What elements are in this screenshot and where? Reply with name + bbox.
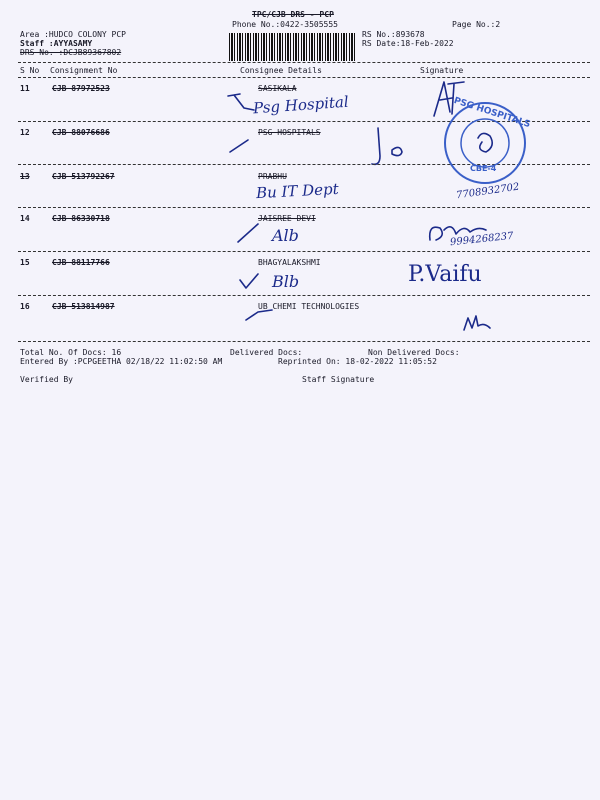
row-sno: 16 (20, 302, 30, 311)
row-handwriting: Psg Hospital (252, 92, 350, 118)
row-consignee: BHAGYALAKSHMI (258, 258, 321, 267)
reprinted-on: Reprinted On: 18-02-2022 11:05:52 (278, 357, 437, 366)
non-delivered-docs: Non Delivered Docs: (368, 348, 460, 357)
row-sno: 13 (20, 172, 30, 181)
tick-mark (238, 272, 260, 290)
row-sno: 15 (20, 258, 30, 267)
total-docs: Total No. Of Docs: 16 (20, 348, 122, 357)
barcode (229, 33, 356, 61)
row-consignment: CJB 87972523 (52, 84, 110, 93)
col-consignment: Consignment No (50, 66, 118, 75)
entered-by: Entered By :PCPGEETHA 02/18/22 11:02:50 AM (20, 357, 223, 366)
row-consignee: JAISREE DEVI (258, 214, 316, 223)
row-consignment: CJB 88076686 (52, 128, 110, 137)
row-consignment: CJB 513814987 (52, 302, 115, 311)
row-consignee: PSG HOSPITALS (258, 128, 321, 137)
divider (18, 341, 590, 342)
tick-mark (244, 306, 274, 322)
report-title: TPC/CJB DRS - PCP (252, 10, 334, 19)
divider (18, 77, 590, 78)
tick-mark (226, 92, 256, 112)
divider (18, 62, 590, 63)
signature-phone: 9994268237 (449, 230, 515, 249)
row-sno: 11 (20, 84, 30, 93)
signature-mark (462, 314, 492, 334)
area-label: Area :HUDCO COLONY PCP (20, 30, 126, 39)
staff-signature: Staff Signature (302, 375, 375, 384)
divider (18, 295, 590, 296)
row-sno: 12 (20, 128, 30, 137)
row-handwriting: Alb (272, 226, 299, 245)
tick-mark (236, 222, 260, 244)
row-consignment: CJB 88117766 (52, 258, 110, 267)
row-consignment: CJB 86330718 (52, 214, 110, 223)
row-consignee: SASIKALA (258, 84, 297, 93)
delivered-docs: Delivered Docs: (230, 348, 303, 357)
col-consignee: Consignee Details (240, 66, 322, 75)
rs-date: RS Date:18-Feb-2022 (362, 39, 454, 48)
divider (18, 251, 590, 252)
row-consignee: UB CHEMI TECHNOLOGIES (258, 302, 360, 311)
signature-phone: 7708932702 (455, 181, 521, 202)
signature-name: P.Vaifu (408, 262, 482, 287)
col-signature: Signature (420, 66, 464, 75)
divider (18, 207, 590, 208)
row-sno: 14 (20, 214, 30, 223)
stamp-text-bottom: CBE-4 (470, 164, 497, 173)
verified-by: Verified By (20, 375, 73, 384)
stamp-text-top: PSG HOSPITALS (452, 95, 532, 131)
phone-number: Phone No.:0422-3505555 (232, 20, 338, 29)
page-number: Page No.:2 (452, 20, 501, 29)
tick-mark (228, 138, 250, 154)
row-consignment: CJB 513792267 (52, 172, 115, 181)
drs-number: DRS No. :DCJB89367802 (20, 48, 122, 57)
row-handwriting: Blb (272, 272, 300, 291)
col-sno: S No (20, 66, 40, 75)
rs-number: RS No.:893678 (362, 30, 425, 39)
row-consignee: PRABHU (258, 172, 287, 181)
row-handwriting: Bu IT Dept (255, 179, 340, 203)
staff-label: Staff :AYYASAMY (20, 39, 93, 48)
